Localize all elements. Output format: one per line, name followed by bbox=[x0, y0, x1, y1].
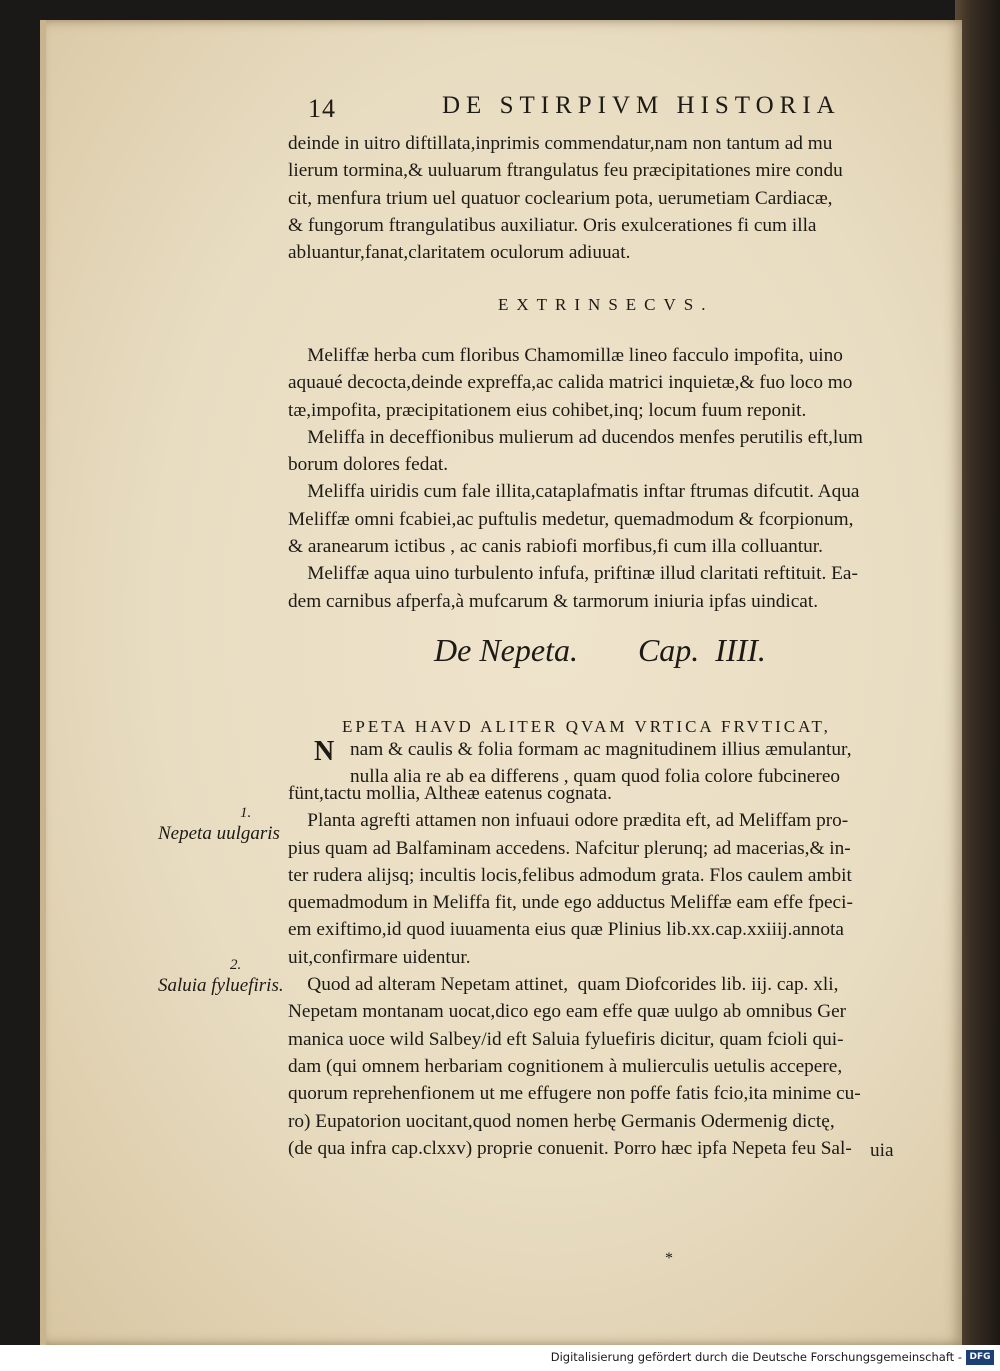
text-line: Meliffæ aqua uino turbulento infufa, priftinæ illud claritati reftituit. Ea- bbox=[288, 563, 858, 585]
text-block-nepeta bbox=[288, 780, 938, 1162]
text-line: nulla alia re ab ea differens , quam quod folia colore fubcinereo bbox=[350, 766, 841, 788]
text-line: Meliffæ omni fcabiei,ac puftulis medetur, quemadmodum & fcorpionum, bbox=[288, 508, 854, 530]
text-line: cit, menfura trium uel quatuor coclearium pota, uerumetiam Cardiacæ, bbox=[288, 187, 833, 209]
text-line: & fungorum ftrangulatibus auxiliatur. Oris exulcerationes fi cum illa bbox=[288, 214, 817, 236]
marginal-note: Nepeta uulgaris bbox=[158, 823, 280, 844]
running-title: DE STIRPIVM HISTORIA bbox=[442, 92, 841, 119]
text-line: dem carnibus afperfa,à mufcarum & tarmorum iniuria ipfas uindicat. bbox=[288, 590, 819, 612]
digitization-footer bbox=[0, 1345, 1000, 1371]
text-line: deinde in uitro diftillata,inprimis commendatur,nam non tantum ad mu bbox=[288, 133, 833, 154]
footer-credit: Digitalisierung gefördert durch die Deutsche Forschungsgemeinschaft - bbox=[550, 1350, 962, 1364]
page-number: 14 bbox=[308, 94, 336, 123]
chapter-name: De Nepeta. bbox=[434, 632, 578, 668]
page-header bbox=[40, 90, 962, 130]
text-line: Quod ad alteram Nepetam attinet, quam Diofcorides lib. iij. cap. xli, bbox=[288, 974, 839, 996]
book-page bbox=[40, 20, 962, 1345]
text-line: lierum tormina,& uuluarum ftrangulatus feu præcipitationes mire condu bbox=[288, 160, 843, 182]
text-line: dam (qui omnem herbariam cognitionem à mulierculis uetulis accepere, bbox=[288, 1055, 843, 1077]
text-line: Nepetam montanam uocat,dico ego eam effe quæ uulgo ab omnibus Ger bbox=[288, 1001, 847, 1023]
text-line: Meliffa in deceffionibus mulierum ad ducendos menfes perutilis eft,lum bbox=[288, 426, 863, 448]
text-block-extrinsecus bbox=[288, 342, 938, 615]
text-line: em exiftimo,id quod iuuamenta eius quæ Plinius lib.xx.cap.xxiiij.annota bbox=[288, 919, 844, 941]
text-line: Planta agrefti attamen non infuaui odore prædita eft, ad Meliffam pro- bbox=[288, 810, 849, 832]
text-line: tæ,impofita, præcipitationem eius cohibet,inq; locum fuum reponit. bbox=[288, 399, 807, 421]
text-line: nam & caulis & folia formam ac magnitudinem illius æmulantur, bbox=[350, 739, 852, 760]
signature-mark: * bbox=[665, 1250, 673, 1267]
text-line: fünt,tactu mollia, Altheæ eatenus cognata. bbox=[288, 783, 612, 804]
section-heading: EXTRINSECVS. bbox=[498, 295, 714, 314]
marginal-note: Saluia fyluefiris. bbox=[158, 975, 284, 996]
text-line: uit,confirmare uidentur. bbox=[288, 946, 471, 968]
initial-letter: N bbox=[314, 736, 335, 767]
text-line: ter rudera alijsq; incultis locis,felibus admodum grata. Flos caulem ambit bbox=[288, 864, 852, 886]
marginal-number: 2. bbox=[230, 957, 242, 973]
text-line: ro) Eupatorion uocitant,quod nomen herbę Germanis Odermenig dictę, bbox=[288, 1110, 835, 1132]
text-line: borum dolores fedat. bbox=[288, 454, 449, 476]
text-line: abluantur,fanat,claritatem oculorum adiuuat. bbox=[288, 242, 631, 264]
chapter-title bbox=[434, 632, 766, 669]
chapter-number: Cap. IIII. bbox=[637, 632, 766, 668]
chapter-opening-caps: EPETA HAVD ALITER QVAM VRTICA FRVTICAT, bbox=[342, 717, 831, 736]
text-line: & aranearum ictibus , ac canis rabiofi morfibus,fi cum illa colluantur. bbox=[288, 536, 823, 558]
page-left-edge bbox=[40, 20, 46, 1345]
dfg-logo: DFG bbox=[966, 1350, 994, 1365]
text-line: Meliffa uiridis cum fale illita,cataplafmatis inftar ftrumas difcutit. Aqua bbox=[288, 481, 860, 503]
text-line: pius quam ad Balfaminam accedens. Nafcitur plerunq; ad macerias,& in- bbox=[288, 837, 851, 859]
text-line: quorum reprehenfionem ut me effugere non poffe fatis fcio,ita minime cu- bbox=[288, 1083, 861, 1105]
text-line: manica uoce wild Salbey/id eft Saluia fyluefiris dicitur, quam fcioli qui- bbox=[288, 1028, 844, 1050]
text-line: aquaué decocta,deinde expreffa,ac calida matrici inquietæ,& fuo loco mo bbox=[288, 372, 853, 394]
text-line: quemadmodum in Meliffa fit, unde ego adductus Meliffæ eam effe fpeci- bbox=[288, 892, 853, 914]
catchword: uia bbox=[870, 1140, 894, 1161]
text-line: (de qua infra cap.clxxv) proprie conuenit. Porro hæc ipfa Nepeta feu Sal- bbox=[288, 1137, 852, 1159]
text-line: Meliffæ herba cum floribus Chamomillæ lineo facculo impofita, uino bbox=[288, 345, 843, 366]
text-block-intro bbox=[288, 130, 938, 266]
marginal-number: 1. bbox=[240, 805, 252, 821]
